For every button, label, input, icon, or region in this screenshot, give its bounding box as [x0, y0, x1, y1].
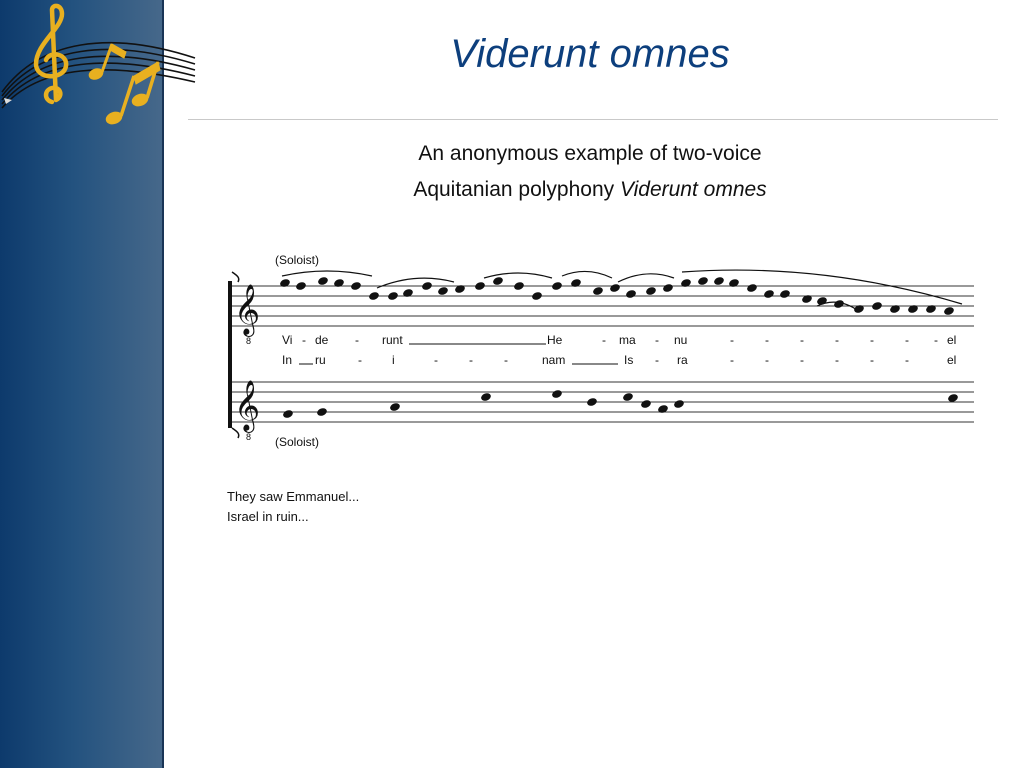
- lyric-syllable: Is: [624, 353, 634, 367]
- note-head: [625, 289, 637, 299]
- lower-voice-notes: [282, 389, 959, 419]
- subtitle-line-2: [190, 172, 990, 208]
- lyric-hyphen: -: [934, 333, 938, 347]
- lyric-hyphen: -: [870, 353, 874, 367]
- lyric-hyphen: -: [870, 333, 874, 347]
- lyric-syllable: ra: [677, 353, 688, 367]
- lower-staff: [232, 382, 974, 422]
- lyric-hyphen: -: [765, 333, 769, 347]
- lower-treble-clef-icon: 𝄞: [234, 381, 261, 430]
- note-head: [592, 286, 604, 296]
- note-head: [317, 276, 329, 286]
- upper-clef-8-icon: 8: [246, 336, 252, 346]
- translation-line-1: They saw Emmanuel...: [227, 489, 360, 504]
- lyric-syllable: In: [282, 353, 293, 367]
- note-head: [609, 283, 621, 293]
- title-divider: [188, 119, 998, 120]
- lyric-hyphen: -: [835, 353, 839, 367]
- lyric-hyphen: -: [504, 353, 508, 367]
- lower-clef-8-icon: 8: [246, 432, 252, 442]
- note-head: [907, 304, 919, 314]
- lyric-hyphen: -: [602, 333, 606, 347]
- lyric-hyphen: -: [905, 353, 909, 367]
- note-head: [387, 291, 399, 301]
- lyric-hyphen: -: [655, 333, 659, 347]
- lyrics-line-2: [282, 353, 956, 367]
- note-head: [673, 399, 685, 409]
- music-score: [222, 248, 982, 458]
- note-head: [801, 294, 813, 304]
- lyric-hyphen: -: [302, 333, 306, 347]
- lyric-hyphen: -: [655, 353, 659, 367]
- note-head: [350, 281, 362, 291]
- note-head: [925, 304, 937, 314]
- note-head: [871, 301, 883, 311]
- note-head: [645, 286, 657, 296]
- slur: [562, 271, 612, 278]
- slur: [484, 273, 552, 278]
- lyric-syllable: Vi: [282, 333, 293, 347]
- treble-clef-icon: [36, 6, 66, 102]
- lyric-syllable: i: [392, 353, 395, 367]
- lyric-hyphen: -: [730, 353, 734, 367]
- note-head: [474, 281, 486, 291]
- lyric-syllable: el: [947, 333, 957, 347]
- note-head: [295, 281, 307, 291]
- lyric-hyphen: -: [358, 353, 362, 367]
- lyric-syllable: ma: [619, 333, 636, 347]
- slur: [377, 278, 454, 288]
- note-head: [454, 284, 466, 294]
- lower-voice-label: (Soloist): [275, 435, 320, 449]
- note-head: [389, 402, 401, 412]
- translation-line-2: Israel in ruin...: [227, 509, 309, 524]
- note-head: [368, 291, 380, 301]
- subtitle-line-1: An anonymous example of two-voice: [418, 142, 762, 165]
- lyrics-line-1: [282, 333, 956, 347]
- note-head: [713, 276, 725, 286]
- note-head: [279, 278, 291, 288]
- note-head: [570, 278, 582, 288]
- note-head: [437, 286, 449, 296]
- note-head: [551, 389, 563, 399]
- lyric-syllable: nu: [674, 333, 688, 347]
- note-head: [657, 404, 669, 414]
- slur: [282, 271, 372, 276]
- lyric-hyphen: -: [905, 333, 909, 347]
- lyric-syllable: runt: [382, 333, 403, 347]
- lyric-syllable: He: [547, 333, 563, 347]
- lyric-hyphen: -: [800, 333, 804, 347]
- note-head: [640, 399, 652, 409]
- note-head: [889, 304, 901, 314]
- lyric-hyphen: -: [434, 353, 438, 367]
- note-head: [680, 278, 692, 288]
- note-head: [697, 276, 709, 286]
- note-head: [943, 306, 955, 316]
- upper-treble-clef-icon: 𝄞: [234, 285, 261, 334]
- lyric-syllable: ru: [315, 353, 326, 367]
- music-notes-logo-icon: [0, 0, 200, 130]
- lyric-syllable: nam: [542, 353, 566, 367]
- note-head: [513, 281, 525, 291]
- note-head: [531, 291, 543, 301]
- lyric-syllable: de: [315, 333, 329, 347]
- note-head: [763, 289, 775, 299]
- note-head: [402, 288, 414, 298]
- lyric-hyphen: -: [730, 333, 734, 347]
- note-head: [779, 289, 791, 299]
- slide-subtitle: [190, 136, 990, 208]
- slide-title: Viderunt omnes: [450, 32, 730, 76]
- lyric-hyphen: -: [765, 353, 769, 367]
- note-head: [492, 276, 504, 286]
- lyric-hyphen: -: [469, 353, 473, 367]
- note-head: [421, 281, 433, 291]
- lyric-hyphen: -: [800, 353, 804, 367]
- note-head: [480, 392, 492, 402]
- note-head: [551, 281, 563, 291]
- note-head: [746, 283, 758, 293]
- note-head: [316, 407, 328, 417]
- subtitle-plain: Aquitanian polyphony: [413, 178, 620, 201]
- lyric-syllable: el: [947, 353, 957, 367]
- note-head: [282, 409, 294, 419]
- translation-text: [227, 487, 359, 527]
- slur: [618, 274, 674, 282]
- note-head: [662, 283, 674, 293]
- note-head: [333, 278, 345, 288]
- note-head: [622, 392, 634, 402]
- lyric-hyphen: -: [835, 333, 839, 347]
- note-head: [728, 278, 740, 288]
- upper-voice-label: (Soloist): [275, 253, 320, 267]
- lyric-hyphen: -: [355, 333, 359, 347]
- subtitle-italic: Viderunt omnes: [619, 178, 767, 201]
- note-head: [586, 397, 598, 407]
